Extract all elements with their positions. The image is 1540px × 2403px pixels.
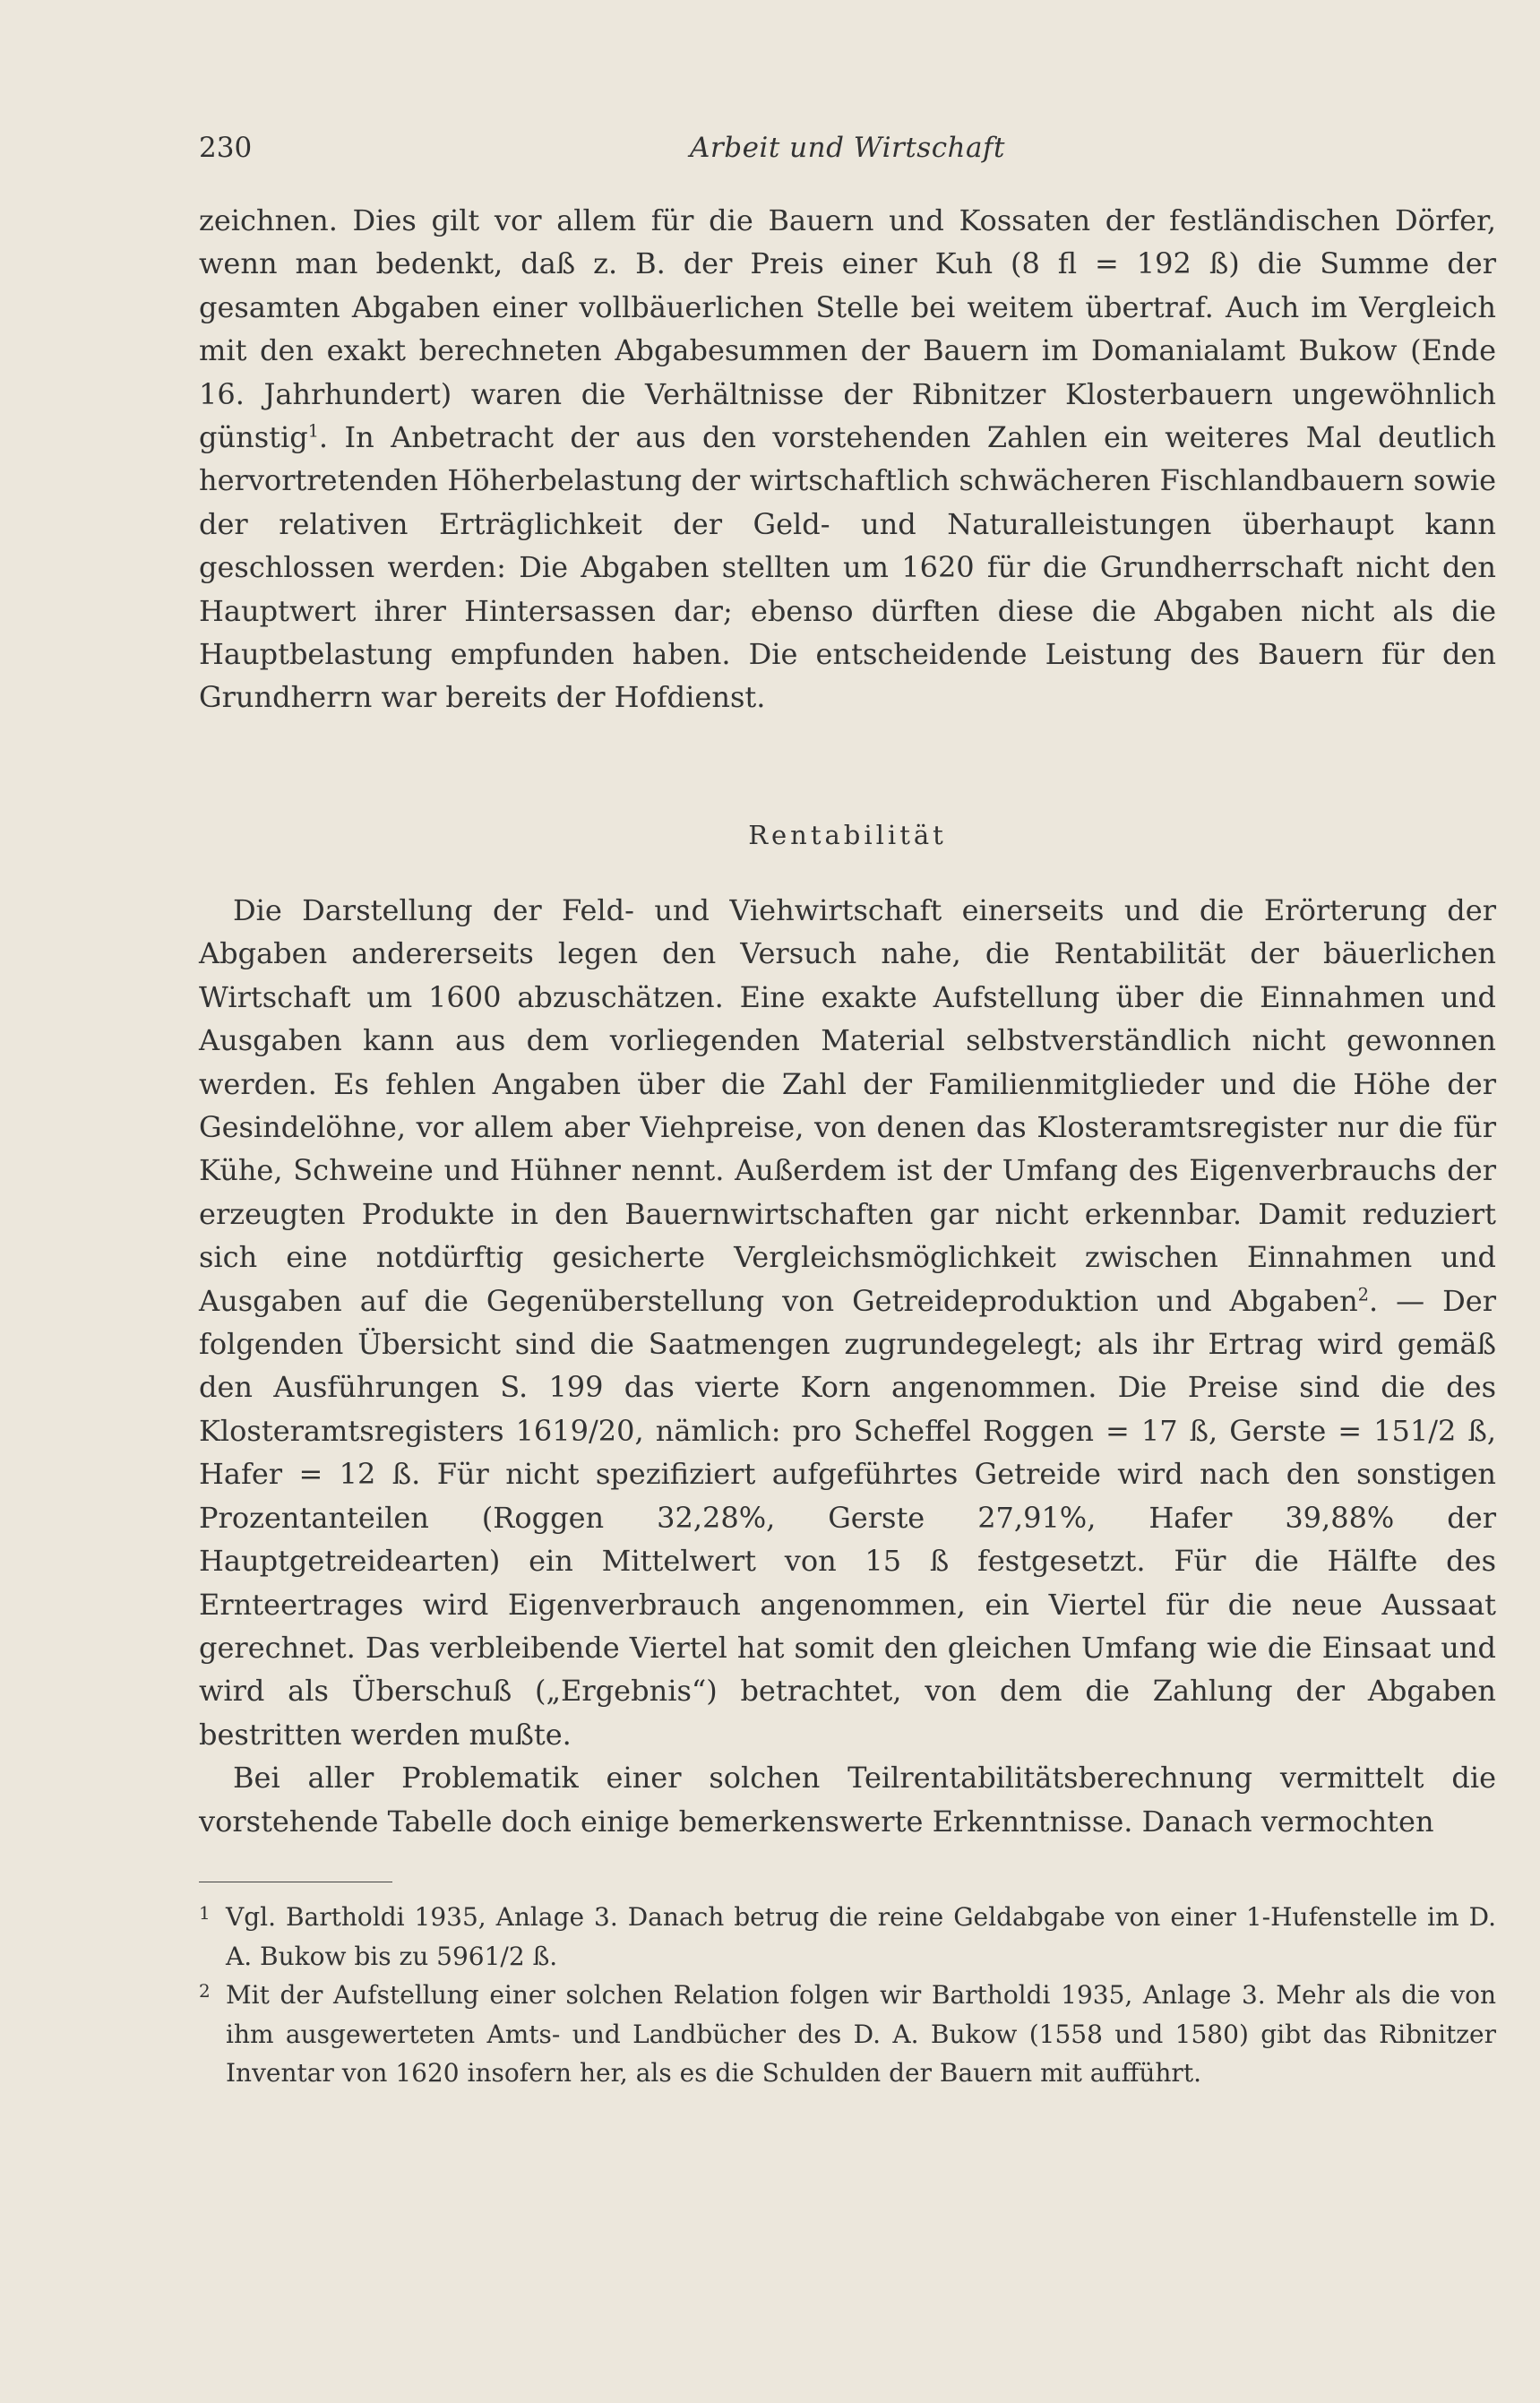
- footnote-1-text-a: Vgl. Bartholdi 1935, Anlage 3. Danach betrug die reine Geldabgabe von einer 1-Hufenstelle im D. A. Bukow bis zu 596: [226, 1902, 1496, 1971]
- section-heading: Rentabilität: [748, 820, 947, 850]
- footnote-2-text: Mit der Aufstellung einer solchen Relation folgen wir Bartholdi 1935, Anlage 3. Mehr als die von ihm ausgewerteten Amts- und Landbücher des D. A. Bukow (1558 und 1580) gibt das Ribnitzer Inventar von 1620 insofern her, als es die Schulden der Bauern mit aufführt.: [226, 1980, 1496, 2088]
- paragraph-2-text-a: Die Darstellung der Feld- und Viehwirtschaft einerseits und die Erörterung der Abgaben andererseits legen den Versuch nahe, die Rentabilität der bäuerlichen Wirtschaft um 1600 abzuschätzen. Eine exakte Aufstellung über die Einnahmen und Ausgaben kann aus dem vorliegenden Material selbstverständlich nicht gewonnen werden. Es fehlen Angaben über die Zahl der Familienmitglieder und die Höhe der Gesindelöhne, vor allem aber Viehpreise, von denen das Klosteramtsregister nur die für Kühe, Schweine und Hühner nennt. Außerdem ist der Umfang des Eigenverbrauchs der erzeugten Produkte in den Bauernwirtschaften gar nicht erkennbar. Damit reduziert sich eine notdürftig gesicherte Vergleichsmöglichkeit zwischen Einnahmen und Ausgaben auf die Gegenüberstellung von Getreideproduktion und Abgaben: [199, 893, 1496, 1318]
- footnote-ref-1: 1: [307, 420, 319, 442]
- paragraph-1-text-a: zeichnen. Dies gilt vor allem für die Bauern und Kossaten der festländischen Dörfer, wenn man bedenkt, daß z. B. der Preis einer Kuh (8 fl = 192 ß) die Summe der gesamten Abgaben einer vollbäuerlichen Stelle bei weitem übertraf. Auch im Vergleich mit den exakt berechneten Abgabesummen der Bauern im Domanialamt Bukow (Ende 16. Jahrhundert) waren die Verhältnisse der Ribnitzer Klosterbauern ungewöhnlich günstig: [199, 203, 1496, 455]
- page-number: 230: [199, 132, 253, 164]
- footnote-2-number: 2: [199, 1980, 211, 2002]
- paragraph-2-text-c: ß, Hafer = 12 ß. Für nicht spezifiziert aufgeführtes Getreide wird nach den sonstigen Prozentanteilen (Roggen 32,28%, Gerste 27,91%, Hafer 39,88% der Hauptgetreidearten) ein Mittelwert von 15 ß festgesetzt. Für die Hälfte des Ernteertrages wird Eigenverbrauch angenommen, ein Viertel für die neue Aussaat gerechnet. Das verbleibende Viertel hat somit den gleichen Umfang wie die Einsaat und wird als Überschuß („Ergebnis“) betrachtet, von dem die Zahlung der Abgaben bestritten werden mußte.: [199, 1413, 1497, 1752]
- footnotes: [199, 1898, 1496, 2093]
- footnote-1-text-b: ß.: [524, 1941, 558, 1971]
- paragraph-2-text-b: . — Der folgenden Übersicht sind die Saatmengen zugrundegelegt; als ihr Ertrag wird gemäß den Ausführungen S. 199 das vierte Korn angenommen. Die Preise sind die des Klosteramtsregisters 1619/20, nämlich: pro Scheffel Roggen = 17 ß, Gerste = 15: [199, 1283, 1497, 1448]
- section-body: [199, 889, 1496, 1843]
- running-title: Arbeit und Wirtschaft: [690, 132, 1005, 164]
- paragraph-1-text-b: . In Anbetracht der aus den vorstehenden Zahlen ein weiteres Mal deutlich hervortretenden Höherbelastung der wirtschaftlich schwächeren Fischlandbauern sowie der relativen Erträglichkeit der Geld- und Naturalleistungen überhaupt kann geschlossen werden: Die Abgaben stellten um 1620 für die Grundherrschaft nicht den Hauptwert ihrer Hintersassen dar; ebenso dürften diese die Abgaben nicht als die Hauptbelastung empfunden haben. Die entscheidende Leistung des Bauern für den Grundherrn war bereits der Hofdienst.: [199, 420, 1496, 715]
- paragraph-3: Bei aller Problematik einer solchen Teilrentabilitätsberechnung vermittelt die vorstehende Tabelle doch einige bemerkenswerte Erkenntnisse. Danach vermochten: [199, 1761, 1496, 1839]
- page-header: [199, 132, 1496, 177]
- footnote-1-fraction: 1/2: [484, 1941, 525, 1971]
- footnote-1: [199, 1898, 1496, 1976]
- paragraph-continued: [199, 199, 1496, 719]
- footnote-1-number: 1: [199, 1902, 211, 1924]
- paragraph-1: [199, 199, 1496, 719]
- footnote-ref-2: 2: [1357, 1284, 1369, 1305]
- footnote-2: [199, 1976, 1496, 2093]
- paragraph-2: [199, 889, 1496, 1756]
- fraction-half: 1/2: [1409, 1413, 1457, 1448]
